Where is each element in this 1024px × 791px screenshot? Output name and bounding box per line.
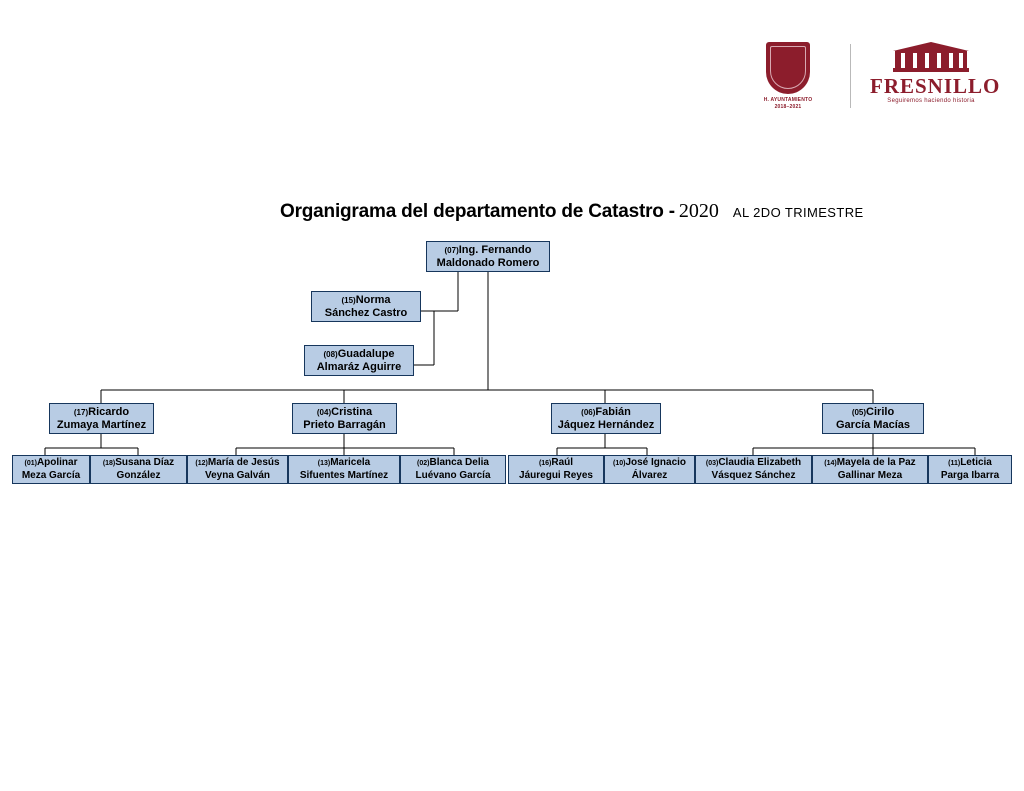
org-node-05-cirilo-garcia-macias[interactable]	[822, 403, 924, 434]
org-node-18-line2: González	[116, 470, 161, 481]
org-node-11-line1: Leticia	[960, 457, 992, 468]
org-node-06-fabian-jaquez-hernandez[interactable]	[551, 403, 661, 434]
org-node-03-claudia-elizabeth-vasquez-sanchez[interactable]	[695, 455, 812, 484]
org-node-04-line2: Prieto Barragán	[303, 418, 386, 431]
org-node-07-fernando-maldonado-romero[interactable]	[426, 241, 550, 272]
org-node-12-line1: María de Jesús	[207, 457, 280, 468]
org-node-16-raul-jauregui-reyes[interactable]	[508, 455, 604, 484]
org-node-16-number: (16)	[538, 460, 552, 467]
org-node-17-line1: Ricardo	[88, 405, 130, 418]
org-node-11-leticia-parga-ibarra[interactable]	[928, 455, 1012, 484]
fresnillo-tagline: Seguiremos haciendo historia	[887, 98, 975, 104]
org-node-02-line1: Blanca Delia	[429, 457, 489, 468]
org-node-04-number: (04)	[316, 407, 332, 417]
page-title-quarter: AL 2DO TRIMESTRE	[732, 205, 864, 220]
fresnillo-wordmark: FRESNILLO	[870, 74, 1001, 98]
org-node-06-number: (06)	[581, 407, 596, 417]
org-node-05-line1: Cirilo	[866, 405, 895, 418]
org-node-13-number: (13)	[317, 460, 331, 467]
org-node-17-ricardo-zumaya-martinez[interactable]	[49, 403, 154, 434]
org-node-18-number: (18)	[102, 460, 116, 467]
org-node-01-line2: Meza García	[21, 470, 81, 481]
org-node-08-line1: Guadalupe	[337, 347, 395, 360]
org-node-15-number: (15)	[341, 295, 356, 305]
org-node-01-number: (01)	[24, 460, 37, 467]
org-node-12-line2: Veyna Galván	[204, 470, 271, 481]
org-node-18-susana-diaz-gonzalez[interactable]	[90, 455, 187, 484]
org-node-04-cristina-prieto-barragan[interactable]	[292, 403, 397, 434]
page-title-main: Organigrama del departamento de Catastro -	[280, 201, 675, 222]
org-node-08-number: (08)	[323, 349, 338, 359]
org-node-06-line1: Fabián	[595, 405, 631, 418]
org-node-16-line2: Jáuregui Reyes	[519, 470, 593, 481]
org-node-05-line2: García Macías	[836, 418, 910, 431]
org-node-13-maricela-sifuentes-martinez[interactable]	[288, 455, 400, 484]
org-node-17-line2: Zumaya Martínez	[56, 418, 147, 431]
org-node-01-apolinar-meza-garcia[interactable]	[12, 455, 90, 484]
org-node-10-line2: Álvarez	[631, 470, 668, 481]
org-node-14-mayela-de-la-paz-gallinar-meza[interactable]	[812, 455, 928, 484]
org-node-02-number: (02)	[417, 460, 430, 467]
org-node-02-blanca-delia-luevano-garcia[interactable]	[400, 455, 506, 484]
org-node-07-line2: Maldonado Romero	[436, 256, 540, 269]
org-node-04-line1: Cristina	[331, 405, 373, 418]
org-node-14-line2: Gallinar Meza	[837, 470, 903, 481]
org-node-03-number: (03)	[705, 460, 719, 467]
org-node-10-number: (10)	[612, 460, 626, 467]
org-node-07-line1: Ing. Fernando	[458, 243, 532, 256]
org-node-17-number: (17)	[73, 407, 89, 417]
org-node-03-line1: Claudia Elizabeth	[718, 457, 802, 468]
page-title-year: 2020	[678, 200, 719, 222]
org-node-02-line2: Luévano García	[415, 470, 491, 481]
org-node-12-maria-de-jesus-veyna-galvan[interactable]	[187, 455, 288, 484]
org-node-14-number: (14)	[824, 460, 837, 467]
org-node-01-line1: Apolinar	[36, 457, 78, 468]
shield-caption-line1: H. AYUNTAMIENTO	[763, 97, 813, 103]
org-node-08-line2: Almaráz Aguirre	[316, 360, 402, 373]
org-node-18-line1: Susana Díaz	[115, 457, 175, 468]
shield-caption-line2: 2018–2021	[774, 104, 802, 110]
org-node-06-line2: Jáquez Hernández	[557, 418, 655, 431]
org-node-15-line1: Norma	[355, 293, 391, 306]
org-node-15-line2: Sánchez Castro	[324, 306, 408, 319]
org-node-10-jose-ignacio-alvarez[interactable]	[604, 455, 695, 484]
org-node-10-line1: José Ignacio	[625, 457, 687, 468]
org-node-12-number: (12)	[195, 460, 208, 467]
org-node-13-line2: Sifuentes Martínez	[299, 470, 389, 481]
org-node-07-number: (07)	[444, 245, 459, 255]
org-node-14-line1: Mayela de la Paz	[836, 457, 916, 468]
org-node-11-number: (11)	[948, 460, 961, 467]
org-node-03-line2: Vásquez Sánchez	[711, 470, 796, 481]
org-node-16-line1: Raúl	[551, 457, 574, 468]
org-node-15-norma-sanchez-castro[interactable]	[311, 291, 421, 322]
org-node-11-line2: Parga Ibarra	[940, 470, 1000, 481]
org-node-05-number: (05)	[851, 407, 867, 417]
org-node-08-guadalupe-almaraz-aguirre[interactable]	[304, 345, 414, 376]
org-node-13-line1: Maricela	[330, 457, 371, 468]
